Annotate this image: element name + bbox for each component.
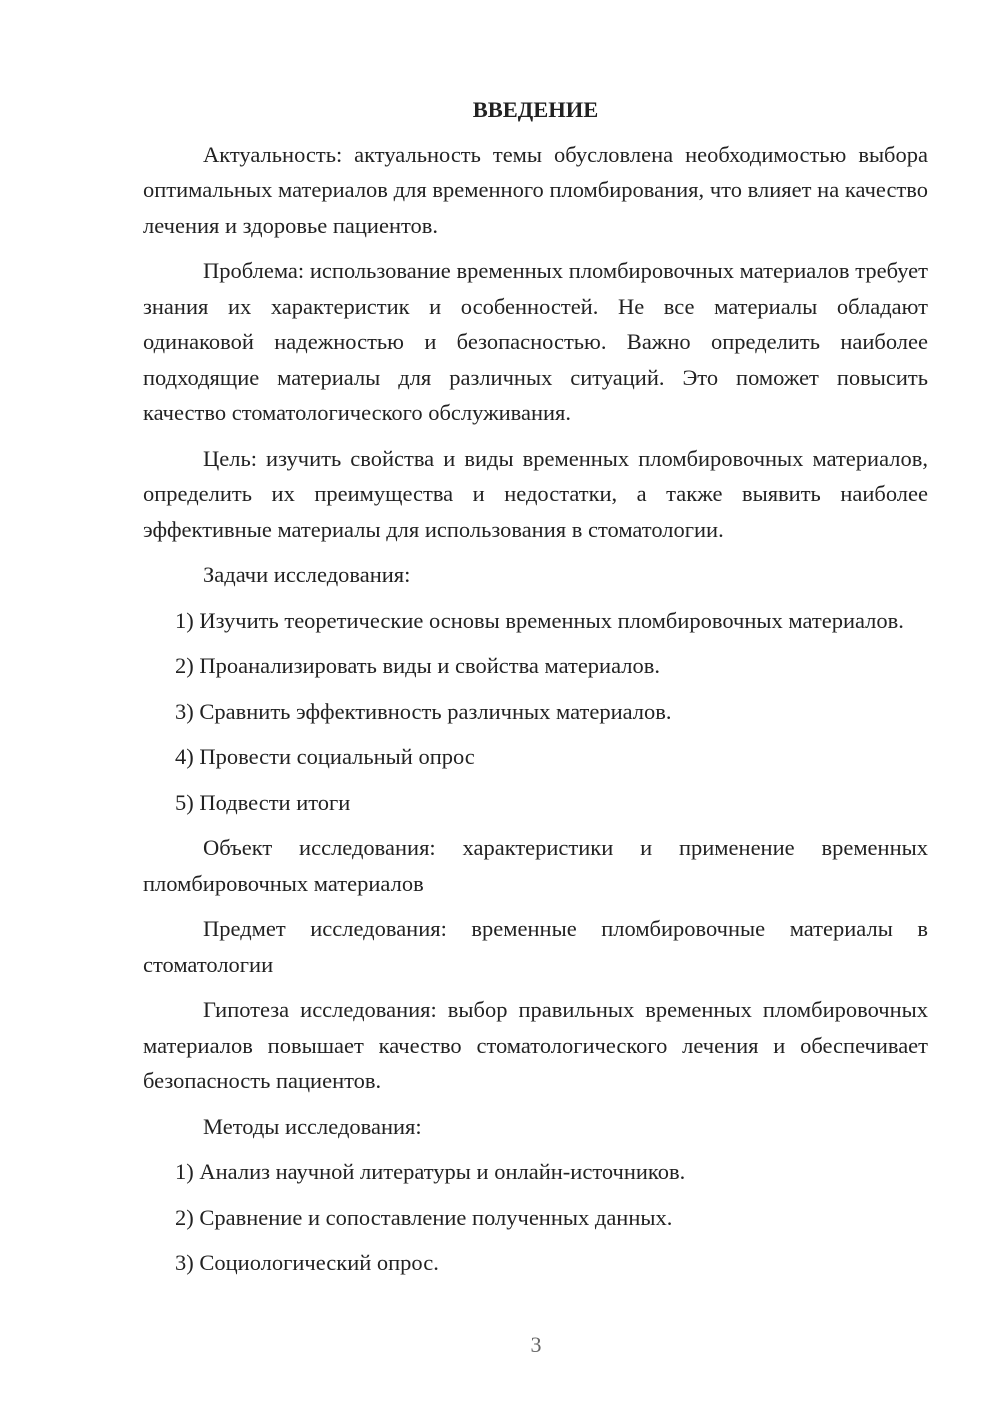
problem-paragraph: Проблема: использование временных пломбировочных материалов требует знания их характеристик и особенностей. Не все материалы обладают одинаковой надежностью и безопасностью. Важно определить наиболее подходящие материалы для различных ситуаций. Это поможет повысить качество стоматологического обслуживания. — [143, 258, 928, 425]
subject-paragraph: Предмет исследования: временные пломбировочные материалы в стоматологии — [143, 916, 928, 977]
object-paragraph: Объект исследования: характеристики и применение временных пломбировочных материалов — [143, 835, 928, 896]
task-item-5: 5) Подвести итоги — [175, 789, 351, 815]
hypothesis-paragraph: Гипотеза исследования: выбор правильных временных пломбировочных материалов повышает качество стоматологического лечения и обеспечивает безопасность пациентов. — [143, 997, 928, 1093]
relevance-paragraph: Актуальность: актуальность темы обусловлена необходимостью выбора оптимальных материалов для временного пломбирования, что влияет на качество лечения и здоровье пациентов. — [143, 141, 928, 238]
task-item-1: 1) Изучить теоретические основы временных пломбировочных материалов. — [175, 607, 904, 633]
page-number: 3 — [530, 1332, 542, 1357]
method-item-3: 3) Социологический опрос. — [175, 1250, 439, 1275]
task-item-4: 4) Провести социальный опрос — [175, 744, 475, 769]
tasks-title: Задачи исследования: — [203, 562, 411, 587]
method-item-1: 1) Анализ научной литературы и онлайн-источников. — [175, 1159, 686, 1184]
methods-title: Методы исследования: — [203, 1113, 422, 1139]
goal-paragraph: Цель: изучить свойства и виды временных пломбировочных материалов, определить их преимущества и недостатки, а также выявить наиболее эффективные материалы для использования в стоматологии. — [143, 445, 928, 542]
method-item-2: 2) Сравнение и сопоставление полученных данных. — [175, 1204, 673, 1230]
section-heading: ВВЕДЕНИЕ — [472, 97, 599, 122]
page-content — [143, 92, 928, 1291]
task-item-3: 3) Сравнить эффективность различных материалов. — [175, 698, 672, 724]
task-item-2: 2) Проанализировать виды и свойства материалов. — [175, 653, 661, 678]
